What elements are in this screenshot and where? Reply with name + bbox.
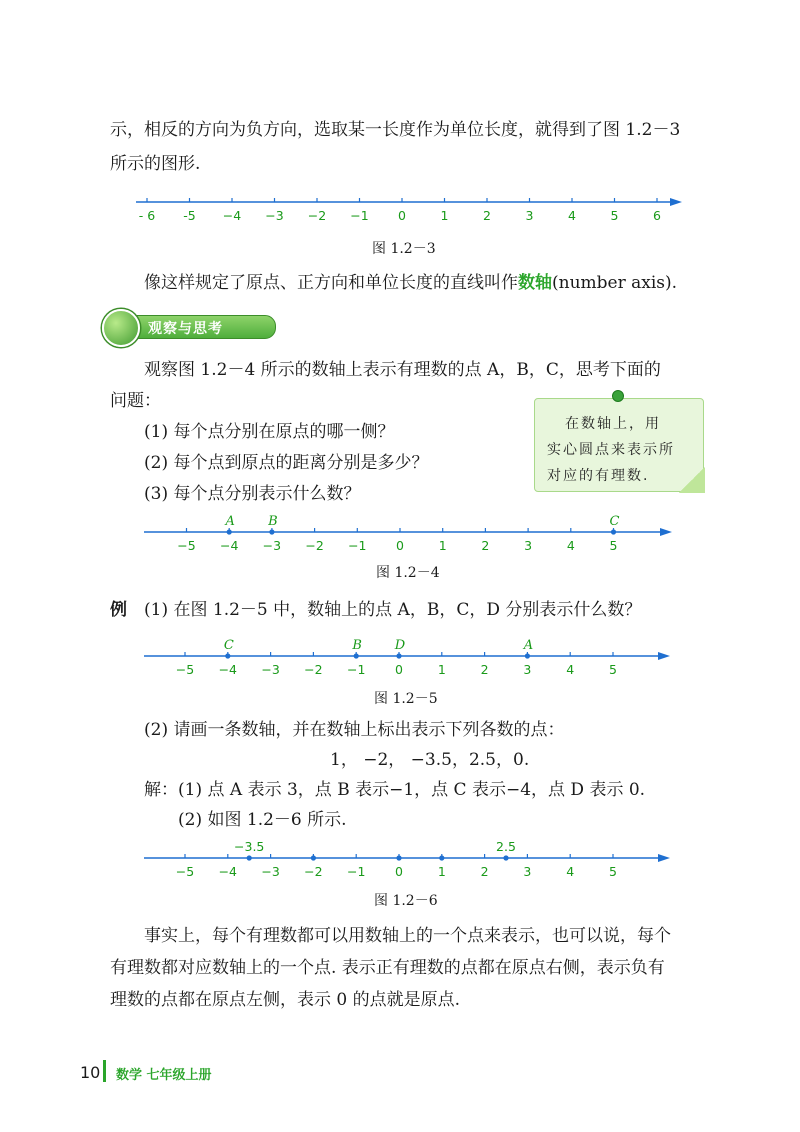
number-axis-fig3 <box>0 190 800 230</box>
tick-label: −4 <box>218 864 238 879</box>
tick-label: 4 <box>566 662 575 677</box>
tick-label: 5 <box>610 208 619 223</box>
point-dot <box>227 529 232 534</box>
tick-label: 0 <box>395 864 403 879</box>
pushpin-icon <box>612 390 624 402</box>
figure-caption: 图 1.2－5 <box>374 691 438 707</box>
tick-label: 2 <box>480 662 489 677</box>
solution-1: 解：(1) 点 A 表示 3，点 B 表示−1，点 C 表示−4，点 D 表示 0. <box>144 780 646 800</box>
arrow-head-icon <box>658 652 670 660</box>
tick-label: −3 <box>261 662 280 677</box>
figure-caption: 图 1.2－6 <box>374 893 438 909</box>
tick-label: −4 <box>219 538 239 553</box>
tick-label: - 6 <box>138 208 156 223</box>
tick-label: 0 <box>395 662 403 677</box>
tick-label: −5 <box>177 538 196 553</box>
point-label: A <box>225 514 235 529</box>
tick-label: 1 <box>438 538 447 553</box>
tick-label: 1 <box>437 662 446 677</box>
tick-label: 3 <box>523 662 532 677</box>
tick-label: −4 <box>222 208 242 223</box>
tick-label: −3 <box>265 208 284 223</box>
example-question-1: (1) 在图 1.2－5 中，数轴上的点 A，B，C，D 分别表示什么数？ <box>144 600 642 620</box>
key-term: 数轴 <box>518 273 552 293</box>
paragraph-line: 理数的点都在原点左侧，表示 0 的点就是原点. <box>110 990 461 1010</box>
arrow-head-icon <box>658 854 670 862</box>
point-label: B <box>268 514 278 529</box>
arrow-head-icon <box>670 198 682 206</box>
paragraph-line: 观察图 1.2－4 所示的数轴上表示有理数的点 A，B，C，思考下面的 <box>144 360 661 380</box>
tick-label: −2 <box>304 662 323 677</box>
figure-caption: 图 1.2－3 <box>372 241 436 257</box>
definition-text: 像这样规定了原点、正方向和单位长度的直线叫作 <box>144 273 518 293</box>
point-label: B <box>352 638 362 653</box>
tick-label: 6 <box>653 208 661 223</box>
point-dot <box>396 855 401 860</box>
footer-divider <box>103 1060 106 1082</box>
tick-label: −2 <box>307 208 327 223</box>
point-dot <box>247 855 252 860</box>
side-note <box>534 398 704 492</box>
tick-label: 3 <box>524 538 533 553</box>
tick-label: −4 <box>218 662 238 677</box>
solution-2: (2) 如图 1.2－6 所示. <box>178 810 347 830</box>
book-title: 数学 七年级上册 <box>116 1068 212 1083</box>
number-axis-fig6 <box>0 838 800 878</box>
paragraph-line: 有理数都对应数轴上的一个点. 表示正有理数的点都在原点右侧，表示负有 <box>110 958 665 978</box>
tick-label: 4 <box>566 538 575 553</box>
point-label: C <box>609 514 620 529</box>
side-note-line: 对应的有理数. <box>547 468 650 484</box>
example-question-2: (2) 请画一条数轴，并在数轴上标出表示下列各数的点： <box>144 720 565 740</box>
tick-label: 1 <box>440 208 449 223</box>
tick-label: −1 <box>346 864 366 879</box>
tick-label: 5 <box>609 662 617 677</box>
tick-label: 3 <box>525 208 534 223</box>
paragraph-line: 事实上，每个有理数都可以用数轴上的一个点来表示，也可以说，每个 <box>144 926 671 946</box>
example-label: 例 <box>110 600 127 620</box>
tick-label: 0 <box>396 538 404 553</box>
number-axis-fig4 <box>0 512 800 552</box>
point-dot <box>611 529 616 534</box>
number-axis-fig5 <box>0 636 800 676</box>
definition-english: (number axis). <box>552 273 678 293</box>
badge-label: 观察与思考 <box>148 321 223 337</box>
tick-label: −2 <box>305 538 324 553</box>
example-numbers: 1， −2， −3.5，2.5，0. <box>330 750 530 770</box>
tick-label: −2 <box>304 864 323 879</box>
side-note-line: 实心圆点来表示所 <box>547 442 675 458</box>
point-dot <box>525 653 530 658</box>
figure-caption: 图 1.2－4 <box>376 565 440 581</box>
tick-label: 4 <box>566 864 575 879</box>
tick-label: 3 <box>523 864 532 879</box>
tick-label: 4 <box>568 208 576 223</box>
point-label: D <box>394 638 406 653</box>
point-dot <box>311 855 316 860</box>
tick-label: −1 <box>346 662 366 677</box>
tick-label: -5 <box>183 208 196 223</box>
reading-person-icon <box>102 309 140 347</box>
tick-label: −3 <box>262 538 282 553</box>
paragraph-line: 所示的图形. <box>110 154 201 174</box>
question-1: (1) 每个点分别在原点的哪一侧？ <box>144 422 395 442</box>
point-dot <box>439 855 444 860</box>
point-value-label: −3.5 <box>234 839 265 854</box>
observe-think-badge <box>102 309 276 341</box>
arrow-head-icon <box>660 528 672 536</box>
tick-label: 2 <box>480 864 489 879</box>
point-dot <box>269 529 274 534</box>
tick-label: −1 <box>348 538 367 553</box>
point-dot <box>354 653 359 658</box>
tick-label: 5 <box>609 538 618 553</box>
tick-label: 2 <box>483 208 491 223</box>
tick-label: −5 <box>175 864 195 879</box>
tick-label: −3 <box>261 864 280 879</box>
side-note-line: 在数轴上，用 <box>565 416 661 432</box>
point-label: A <box>523 638 534 653</box>
definition-line <box>144 275 677 292</box>
point-label: C <box>223 638 234 653</box>
question-2: (2) 每个点到原点的距离分别是多少？ <box>144 453 429 473</box>
tick-label: −5 <box>175 662 195 677</box>
tick-label: −1 <box>350 208 369 223</box>
tick-label: 2 <box>481 538 490 553</box>
point-dot <box>225 653 230 658</box>
paragraph-line: 问题： <box>110 391 161 411</box>
question-3: (3) 每个点分别表示什么数？ <box>144 484 361 504</box>
point-value-label: 2.5 <box>496 839 516 854</box>
paragraph-line: 示，相反的方向为负方向，选取某一长度作为单位长度，就得到了图 1.2－3 <box>110 120 681 140</box>
tick-label: 1 <box>437 864 446 879</box>
point-dot <box>503 855 508 860</box>
page-number: 10 <box>80 1063 101 1082</box>
tick-label: 0 <box>398 208 406 223</box>
point-dot <box>396 653 401 658</box>
page-curl-icon <box>679 467 705 493</box>
tick-label: 5 <box>609 864 617 879</box>
